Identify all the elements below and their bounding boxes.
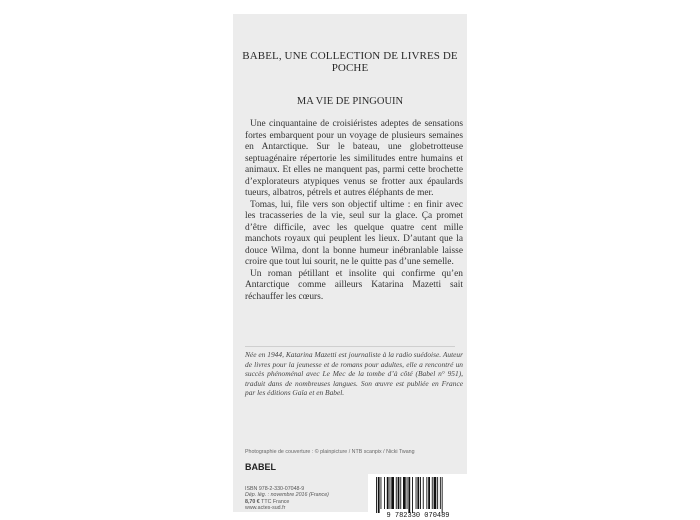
barcode-bar [387,477,389,509]
barcode-bar [398,477,400,509]
price-suffix: TTC France [261,498,290,505]
barcode-bar [407,477,408,509]
barcode-bar [420,477,421,509]
blurb-paragraph: Un roman pétillant et insolite qui confirme qu’en Antarctique comme ailleurs Katarina Mazetti sait réchauffer les cœurs. [245,268,463,302]
barcode-bar [408,477,410,513]
barcode-bar [381,477,382,509]
barcode-bar [412,477,413,513]
divider [245,346,455,347]
isbn: ISBN 978-2-330-07048-9 [245,486,305,492]
author-bio: Née en 1944, Katarina Mazetti est journaliste à la radio suédoise. Auteur de livres pour la jeunesse et de romans pour adultes, elle a rencontré un succès phénoménal avec Le Mec de la tombe d’à côté (Babel n° 951), traduit dans de nombreuses langues. Son œuvre est publiée en France par les éditions Gaïa et en Babel. [245,350,463,398]
barcode-bar [376,477,377,513]
barcode-bar [391,477,394,509]
legal-deposit: Dép. lég. : novembre 2016 (France) [245,492,329,499]
barcode-bar [396,477,397,509]
barcode-bar [426,477,427,509]
price-amount: 8,70 € [245,498,260,505]
barcode-bar [378,477,380,513]
book-title: MA VIE DE PINGOUIN [296,96,404,107]
publisher-logo: BABEL [245,462,276,472]
book-info [245,486,355,511]
blurb [245,119,463,303]
barcode-bar [434,477,437,509]
book-back-cover [233,14,467,520]
series-line: BABEL, UNE COLLECTION DE LIVRES DE POCHE [242,50,458,74]
barcode-bar [423,477,424,509]
barcode-bar [400,477,401,509]
barcode-bar [390,477,391,509]
barcode-bar [384,477,385,509]
website: www.actes-sud.fr [245,504,286,511]
barcode-bar [417,477,419,509]
barcode-bar [442,477,443,513]
barcode [368,474,468,520]
barcode-bar [416,477,417,509]
barcode-bar [437,477,438,509]
barcode-bar [403,477,406,509]
blurb-paragraph: Tomas, lui, file vers son objectif ultime : en finir avec les tracasseries de la vie, seul sur la glace. Ça promet d’être difficile, avec les quelque quatre cent mille manchots royaux qui peuplent les lieux. D’autant que la douce Wilma, dont la bonne humeur inébranlable laisse croire que tout lui sourit, ne le quitte pas d’une semelle. [245,199,463,267]
photo-credit: Photographie de couverture : © plainpicture / NTB scanpix / Nicki Twang [245,449,415,455]
barcode-number: 9 782330 070489 [386,512,450,520]
barcode-bar [432,477,433,509]
barcode-bar [428,477,430,509]
barcode-bar [440,477,441,509]
blurb-paragraph: Une cinquantaine de croisiéristes adeptes de sensations fortes embarquent pour un voyage de plusieurs semaines en Antarctique. Sur le bateau, une globetrotteuse septuagénaire répertorie les similitudes entre humains et animaux. Et elles ne manquent pas, parmi cette brochette d’explorateurs atypiques venus se frotter aux épaulards tueurs, albatros, pétrels et autres éléphants de mer. [245,119,463,198]
